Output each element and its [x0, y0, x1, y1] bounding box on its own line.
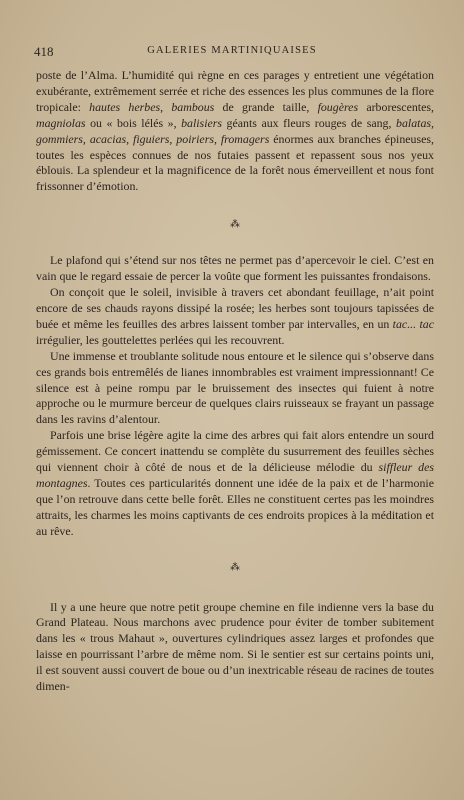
text-run: arborescentes, [358, 99, 434, 114]
text-run: , [160, 99, 172, 114]
paragraph [36, 600, 434, 695]
italic-term: bambous [171, 99, 215, 114]
text-run: Une immense et troublante solitude nous entoure et le silence qui s’observe dans ces grands bois entremêlés de lianes innombrables est vraiment impressionnant! Ce silence est à peine rompu par le bruissement des insectes qui fuient à notre approche ou le murmure berceur de quelques clairs ruisseaux se frayant un passage dans les ravins d’alentour. [36, 348, 434, 427]
text-run: poste de l’Alma. L’humidité qui règne en ces parages y entretient une végétation exubérante, extrêmement serrée et riche des essences les plus communes de la flore tropicale: [36, 68, 434, 114]
italic-term: balatas, gommiers, acacias, figuiers, poiriers, fromagers [36, 115, 434, 146]
running-title: GALERIES MARTINIQUAISES [147, 45, 317, 56]
italic-term: siffleur des montagnes [36, 460, 435, 490]
text-run: Parfois une brise légère agite la cime des arbres qui fait alors entendre un sourd gémissement. Ce concert inattendu se complète du susurrement des feuilles sèches qui viennent choir à côté de nous et de la délicieuse mélodie du [36, 428, 434, 475]
page-number: 418 [34, 44, 54, 59]
italic-term: magniolas [36, 115, 86, 130]
text-run: Il y a une heure que notre petit groupe chemine en file indienne vers la base du Grand Plateau. Nous marchons avec prudence pour éviter de tomber subitement dans les « trous Mahaut », ouvertures cylindriques assez larges et profondes que laisse en pourrissant l’arbre de même nom. Si le sentier est sur certains points uni, il est souvent aussi couvert de boue ou d’un inextricable réseau de racines de toutes dimen- [36, 599, 434, 694]
section-break [36, 552, 434, 590]
text-run: géants aux fleurs rouges de sang, [222, 115, 396, 130]
running-head [34, 44, 430, 60]
text-run: Le plafond qui s’étend sur nos têtes ne permet pas d’apercevoir le ciel. C’est en vain que le regard essaie de percer la voûte que forment les puissantes frondaisons. [36, 253, 434, 284]
asterism-icon: ⁂ [230, 219, 240, 231]
paragraph [36, 349, 434, 429]
text-run: . Toutes ces particularités donnent une idée de la paix et de l’harmonie que l’on retrouve dans cette belle forêt. Elles ne constituent certes pas les moindres attraits, les charmes les moins captivants de ces endroits propices à la méditation et au rêve. [36, 475, 434, 538]
italic-term: tac... tac [392, 316, 434, 331]
text-run: ou « bois lélés », [85, 115, 182, 130]
asterism-icon: ⁂ [230, 561, 240, 573]
italic-term: fougères [317, 99, 359, 114]
body-text [36, 68, 434, 695]
text-run: irrégulier, les gouttelettes perlées qui les recouvrent. [36, 332, 285, 347]
text-run: On conçoit que le soleil, invisible à travers cet abondant feuillage, n’ait point encore de ses chauds rayons dissipé la rosée; les herbes sont toujours tapissées de buée et même les feuilles des arbres laissent tomber par intervalles, en un [36, 285, 434, 331]
text-run: de grande taille, [214, 99, 318, 114]
paragraph [36, 428, 434, 539]
paragraph [36, 68, 434, 195]
section-break [36, 209, 434, 247]
italic-term: balisiers [181, 115, 223, 130]
paragraph [36, 253, 434, 285]
italic-term: hautes herbes [89, 99, 161, 114]
paragraph [36, 285, 434, 349]
text-run: énormes aux branches épineuses, toutes les espèces connues de nos futaies passent et repassent sous nos yeux éblouis. La splendeur et la magnificence de la forêt nous émerveillent et nous font frissonner d’émotion. [36, 131, 434, 194]
